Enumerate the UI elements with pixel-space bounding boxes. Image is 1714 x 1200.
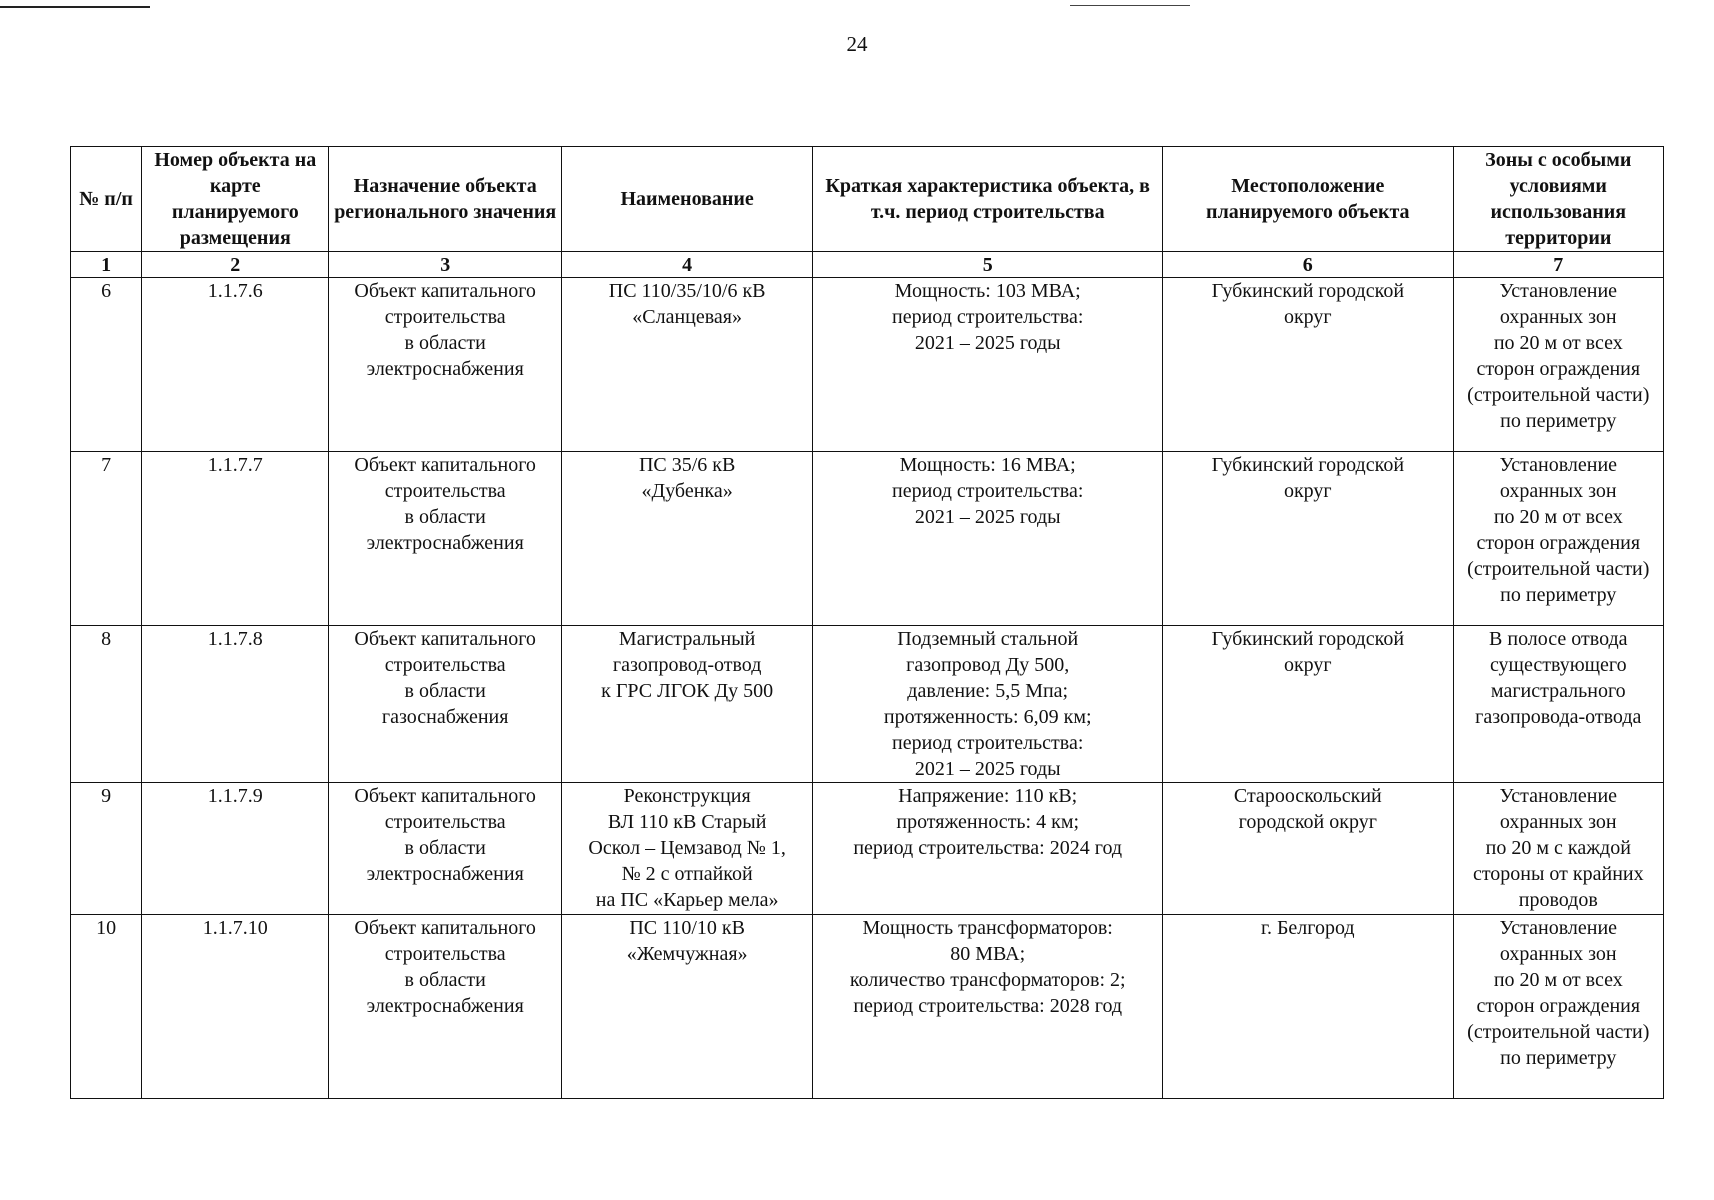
cell-map-id: 1.1.7.7 <box>142 452 329 626</box>
cell-purpose <box>329 626 561 783</box>
table-row <box>71 278 1664 452</box>
cell-purpose-line: газоснабжения <box>381 706 509 728</box>
cell-zones-line: (строительной части) <box>1467 384 1650 406</box>
cell-description-line: Мощность: 16 МВА; <box>899 454 1076 476</box>
cell-purpose-line: строительства <box>384 943 506 965</box>
cell-purpose-line: электроснабжения <box>366 995 524 1017</box>
cell-name-line: № 2 с отпайкой <box>621 863 753 885</box>
table-row <box>71 915 1664 1099</box>
cell-purpose <box>329 783 561 915</box>
objects-table <box>70 146 1664 1099</box>
cell-description-line: период строительства: 2024 год <box>853 837 1123 859</box>
header-name: Наименование <box>561 147 812 252</box>
cell-name <box>561 278 812 452</box>
cell-purpose-line: в области <box>404 837 486 859</box>
cell-location <box>1163 452 1454 626</box>
cell-description-line: период строительства: 2028 год <box>853 995 1123 1017</box>
cell-number: 8 <box>71 626 142 783</box>
cell-purpose-line: строительства <box>384 480 506 502</box>
cell-location-line: городской округ <box>1238 811 1377 833</box>
cell-name <box>561 626 812 783</box>
cell-zones-line: по 20 м от всех <box>1493 969 1623 991</box>
table-row <box>71 783 1664 915</box>
cell-name <box>561 452 812 626</box>
cell-purpose <box>329 278 561 452</box>
cell-location-line: г. Белгород <box>1261 917 1355 939</box>
header-number: № п/п <box>71 147 142 252</box>
scan-artifact-line <box>1070 5 1190 6</box>
scan-artifact-line <box>0 6 150 8</box>
cell-purpose-line: Объект капитального <box>354 785 536 807</box>
cell-zones-line: по 20 м с каждой <box>1485 837 1631 859</box>
cell-purpose-line: в области <box>404 969 486 991</box>
cell-location-line: округ <box>1283 654 1332 676</box>
cell-purpose <box>329 915 561 1099</box>
cell-zones-line: Установление <box>1499 785 1618 807</box>
column-number: 4 <box>561 252 812 278</box>
cell-description <box>813 915 1163 1099</box>
cell-description-line: Мощность трансформаторов: <box>862 917 1113 939</box>
cell-number: 7 <box>71 452 142 626</box>
cell-description <box>813 783 1163 915</box>
cell-description-line: давление: 5,5 Мпа; <box>907 680 1069 702</box>
cell-purpose-line: строительства <box>384 654 506 676</box>
cell-location-line: Старооскольский <box>1233 785 1382 807</box>
cell-purpose-line: электроснабжения <box>366 532 524 554</box>
cell-purpose-line: строительства <box>384 811 506 833</box>
cell-description-line: Мощность: 103 МВА; <box>894 280 1081 302</box>
column-number: 1 <box>71 252 142 278</box>
cell-zones-line: (строительной части) <box>1467 1021 1650 1043</box>
column-number: 3 <box>329 252 561 278</box>
cell-description <box>813 452 1163 626</box>
cell-purpose-line: в области <box>404 506 486 528</box>
cell-name-line: ПС 35/6 кВ <box>638 454 736 476</box>
cell-description-line: 2021 – 2025 годы <box>914 758 1061 780</box>
cell-location <box>1163 915 1454 1099</box>
cell-zones-line: В полосе отвода <box>1489 628 1628 650</box>
cell-zones-line: сторон ограждения <box>1476 358 1641 380</box>
cell-description-line: 2021 – 2025 годы <box>914 506 1061 528</box>
cell-purpose-line: строительства <box>384 306 506 328</box>
cell-description-line: Напряжение: 110 кВ; <box>898 785 1078 807</box>
cell-name-line: ВЛ 110 кВ Старый <box>607 811 767 833</box>
cell-location <box>1163 626 1454 783</box>
cell-location <box>1163 783 1454 915</box>
cell-purpose-line: Объект капитального <box>354 628 536 650</box>
cell-name-line: «Сланцевая» <box>632 306 743 328</box>
cell-zones-line: газопровода-отвода <box>1475 706 1642 728</box>
cell-description-line: 80 МВА; <box>950 943 1026 965</box>
cell-map-id: 1.1.7.10 <box>142 915 329 1099</box>
cell-zones <box>1453 452 1663 626</box>
cell-location-line: Губкинский городской <box>1211 454 1405 476</box>
cell-description-line: период строительства: <box>892 480 1084 502</box>
cell-zones-line: охранных зон <box>1499 943 1617 965</box>
cell-description-line: 2021 – 2025 годы <box>914 332 1061 354</box>
cell-purpose-line: в области <box>404 332 486 354</box>
cell-name-line: ПС 110/35/10/6 кВ <box>608 280 766 302</box>
column-number: 2 <box>142 252 329 278</box>
cell-zones-line: магистрального <box>1490 680 1626 702</box>
cell-zones-line: (строительной части) <box>1467 558 1650 580</box>
table-row <box>71 626 1664 783</box>
table-row <box>71 452 1664 626</box>
cell-purpose-line: в области <box>404 680 486 702</box>
header-map-id: Номер объекта на карте планируемого размещения <box>142 147 329 252</box>
cell-zones-line: охранных зон <box>1499 811 1617 833</box>
cell-zones-line: по 20 м от всех <box>1493 332 1623 354</box>
cell-purpose-line: электроснабжения <box>366 863 524 885</box>
column-number: 5 <box>813 252 1163 278</box>
cell-description-line: количество трансформаторов: 2; <box>849 969 1126 991</box>
cell-description-line: газопровод Ду 500, <box>906 654 1070 676</box>
cell-zones-line: Установление <box>1499 280 1618 302</box>
cell-name-line: ПС 110/10 кВ <box>629 917 745 939</box>
cell-name <box>561 783 812 915</box>
cell-purpose-line: Объект капитального <box>354 280 536 302</box>
cell-description-line: протяженность: 4 км; <box>896 811 1080 833</box>
cell-zones-line: сторон ограждения <box>1476 532 1641 554</box>
cell-zones <box>1453 915 1663 1099</box>
cell-location <box>1163 278 1454 452</box>
cell-name-line: «Дубенка» <box>641 480 733 502</box>
cell-location-line: округ <box>1283 480 1332 502</box>
cell-purpose-line: Объект капитального <box>354 917 536 939</box>
cell-zones-line: Установление <box>1499 454 1618 476</box>
cell-zones <box>1453 626 1663 783</box>
cell-zones-line: Установление <box>1499 917 1618 939</box>
table-body <box>71 278 1664 1099</box>
column-number-row <box>71 252 1664 278</box>
cell-zones-line: стороны от крайних <box>1472 863 1644 885</box>
cell-zones-line: по периметру <box>1500 584 1617 606</box>
cell-zones-line: существующего <box>1489 654 1627 676</box>
header-description: Краткая характеристика объекта, в т.ч. период строительства <box>813 147 1163 252</box>
cell-name-line: Оскол – Цемзавод № 1, <box>588 837 786 859</box>
cell-location-line: округ <box>1283 306 1332 328</box>
cell-name-line: к ГРС ЛГОК Ду 500 <box>601 680 774 702</box>
cell-name-line: «Жемчужная» <box>626 943 748 965</box>
cell-description-line: период строительства: <box>892 306 1084 328</box>
header-zones: Зоны с особыми условиями использования территории <box>1453 147 1663 252</box>
cell-name-line: газопровод-отвод <box>612 654 762 676</box>
cell-zones <box>1453 783 1663 915</box>
cell-description-line: период строительства: <box>892 732 1084 754</box>
cell-zones-line: охранных зон <box>1499 306 1617 328</box>
cell-location-line: Губкинский городской <box>1211 280 1405 302</box>
header-purpose: Назначение объекта регионального значения <box>329 147 561 252</box>
cell-description-line: Подземный стальной <box>897 628 1079 650</box>
cell-map-id: 1.1.7.6 <box>142 278 329 452</box>
header-location: Местоположение планируемого объекта <box>1163 147 1454 252</box>
cell-name <box>561 915 812 1099</box>
cell-zones-line: по периметру <box>1500 1047 1617 1069</box>
cell-number: 6 <box>71 278 142 452</box>
cell-description <box>813 278 1163 452</box>
cell-map-id: 1.1.7.8 <box>142 626 329 783</box>
cell-number: 10 <box>71 915 142 1099</box>
cell-map-id: 1.1.7.9 <box>142 783 329 915</box>
cell-zones-line: проводов <box>1518 889 1598 911</box>
cell-location-line: Губкинский городской <box>1211 628 1405 650</box>
cell-purpose <box>329 452 561 626</box>
cell-description-line: протяженность: 6,09 км; <box>883 706 1092 728</box>
cell-description <box>813 626 1163 783</box>
cell-purpose-line: электроснабжения <box>366 358 524 380</box>
cell-name-line: на ПС «Карьер мела» <box>595 889 779 911</box>
cell-purpose-line: Объект капитального <box>354 454 536 476</box>
cell-zones-line: сторон ограждения <box>1476 995 1641 1017</box>
table-header-row <box>71 147 1664 252</box>
column-number: 6 <box>1163 252 1454 278</box>
cell-zones-line: по 20 м от всех <box>1493 506 1623 528</box>
page-number: 24 <box>846 32 868 56</box>
column-number: 7 <box>1453 252 1663 278</box>
cell-number: 9 <box>71 783 142 915</box>
cell-name-line: Магистральный <box>618 628 756 650</box>
cell-zones-line: по периметру <box>1500 410 1617 432</box>
cell-zones <box>1453 278 1663 452</box>
cell-name-line: Реконструкция <box>623 785 751 807</box>
cell-zones-line: охранных зон <box>1499 480 1617 502</box>
